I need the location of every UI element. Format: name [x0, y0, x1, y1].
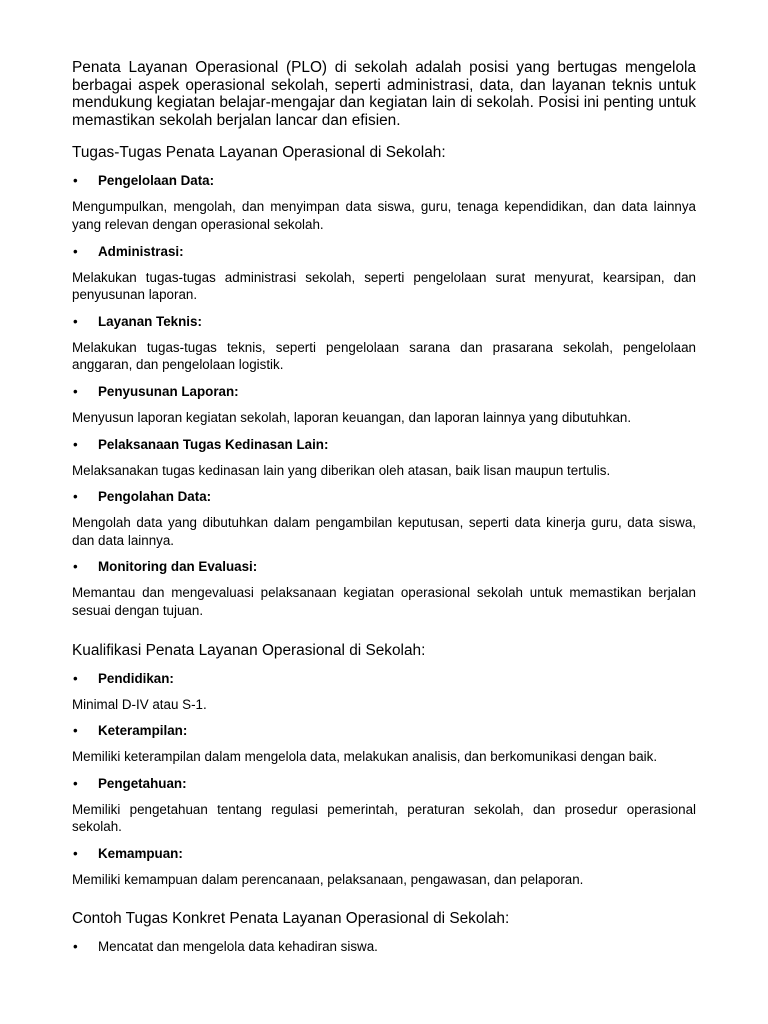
bullet-title: Kemampuan:	[98, 845, 183, 861]
intro-paragraph: Penata Layanan Operasional (PLO) di sekolah adalah posisi yang bertugas mengelola berbagai aspek operasional sekolah, seperti administrasi, data, dan layanan teknis untuk mendukung kegiatan belajar-mengajar dan kegiatan lain di sekolah. Posisi ini penting untuk memastikan sekolah berjalan lancar dan efisien.	[72, 59, 696, 129]
bullet-dot-icon: •	[73, 775, 78, 791]
bullet-item	[72, 489, 696, 505]
item-description: Melakukan tugas-tugas administrasi sekolah, seperti pengelolaan surat menyurat, kearsipan, dan penyusunan laporan.	[72, 269, 696, 303]
section-heading-tugas: Tugas-Tugas Penata Layanan Operasional di Sekolah:	[72, 144, 446, 162]
bullet-item	[72, 173, 696, 189]
bullet-dot-icon: •	[73, 243, 78, 259]
bullet-title: Penyusunan Laporan:	[98, 383, 239, 399]
section-heading-kualifikasi: Kualifikasi Penata Layanan Operasional di Sekolah:	[72, 641, 426, 659]
item-description: Melakukan tugas-tugas teknis, seperti pengelolaan sarana dan prasarana sekolah, pengelolaan anggaran, dan pengelolaan logistik.	[72, 339, 696, 373]
bullet-item	[72, 244, 696, 260]
bullet-dot-icon: •	[73, 383, 78, 399]
bullet-title: Layanan Teknis:	[98, 313, 202, 329]
item-description: Memantau dan mengevaluasi pelaksanaan kegiatan operasional sekolah untuk memastikan berjalan sesuai dengan tujuan.	[72, 585, 696, 618]
bullet-item	[72, 559, 696, 575]
section-heading-contoh: Contoh Tugas Konkret Penata Layanan Operasional di Sekolah:	[72, 910, 510, 928]
item-description: Mengumpulkan, mengolah, dan menyimpan data siswa, guru, tenaga kependidikan, dan data lainnya yang relevan dengan operasional sekolah.	[72, 199, 696, 232]
bullet-dot-icon: •	[73, 723, 78, 739]
bullet-title: Pengetahuan:	[98, 775, 187, 791]
item-description: Memiliki keterampilan dalam mengelola data, melakukan analisis, dan berkomunikasi dengan baik.	[72, 749, 658, 765]
bullet-title: Pelaksanaan Tugas Kedinasan Lain:	[98, 436, 329, 452]
bullet-title: Administrasi:	[98, 243, 184, 259]
bullet-item	[72, 437, 696, 453]
bullet-text: Mencatat dan mengelola data kehadiran siswa.	[98, 939, 378, 955]
bullet-title: Monitoring dan Evaluasi:	[98, 559, 258, 575]
bullet-title: Pendidikan:	[98, 670, 174, 686]
bullet-item	[72, 671, 696, 687]
bullet-dot-icon: •	[73, 939, 78, 955]
item-description: Memiliki pengetahuan tentang regulasi pemerintah, peraturan sekolah, dan prosedur operasional sekolah.	[72, 801, 696, 835]
bullet-item	[72, 723, 696, 739]
bullet-item	[72, 776, 696, 792]
item-description: Minimal D-IV atau S-1.	[72, 696, 207, 712]
bullet-item	[72, 939, 696, 955]
bullet-dot-icon: •	[73, 313, 78, 329]
bullet-dot-icon: •	[73, 559, 78, 575]
bullet-title: Pengelolaan Data:	[98, 173, 215, 189]
bullet-title: Pengolahan Data:	[98, 489, 212, 505]
bullet-item	[72, 846, 696, 862]
bullet-dot-icon: •	[73, 670, 78, 686]
bullet-dot-icon: •	[73, 173, 78, 189]
item-description: Memiliki kemampuan dalam perencanaan, pelaksanaan, pengawasan, dan pelaporan.	[72, 871, 584, 887]
bullet-title: Keterampilan:	[98, 723, 188, 739]
item-description: Mengolah data yang dibutuhkan dalam pengambilan keputusan, seperti data kinerja guru, data siswa, dan data lainnya.	[72, 515, 696, 548]
bullet-dot-icon: •	[73, 489, 78, 505]
bullet-item	[72, 314, 696, 330]
bullet-item	[72, 384, 696, 400]
item-description: Melaksanakan tugas kedinasan lain yang diberikan oleh atasan, baik lisan maupun tertulis.	[72, 462, 611, 478]
bullet-dot-icon: •	[73, 436, 78, 452]
bullet-dot-icon: •	[73, 845, 78, 861]
item-description: Menyusun laporan kegiatan sekolah, laporan keuangan, dan laporan lainnya yang dibutuhkan.	[72, 409, 632, 425]
